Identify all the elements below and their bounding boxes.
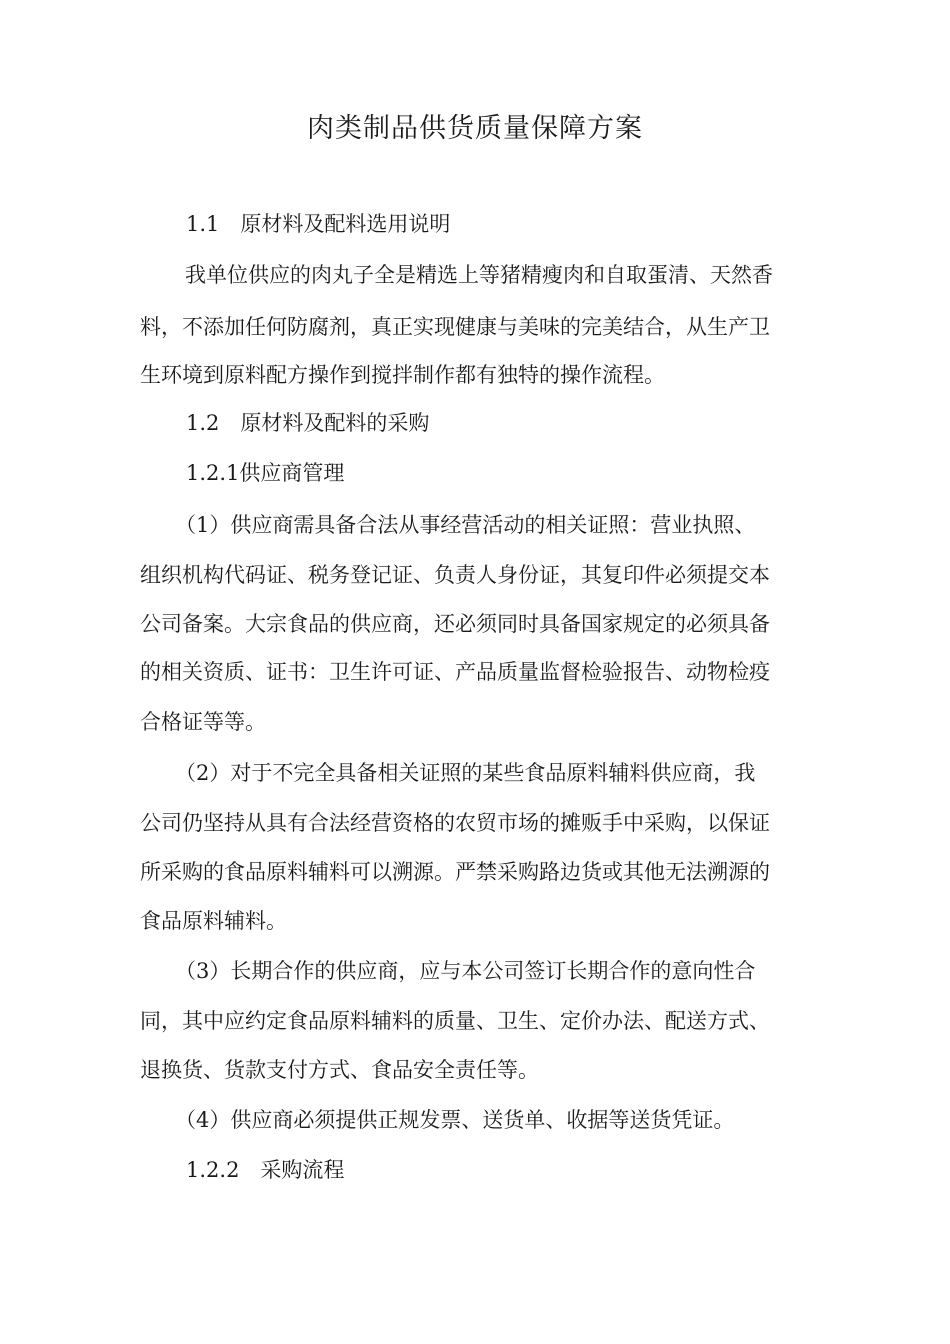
section-heading-1-1: 1.1 原材料及配料选用说明 (186, 212, 451, 236)
paragraph-line: 食品原料辅料。 (140, 909, 287, 933)
paragraph-line: 退换货、货款支付方式、食品安全责任等。 (140, 1058, 539, 1082)
paragraph-line: （4）供应商必须提供正规发票、送货单、收据等送货凭证。 (175, 1108, 735, 1132)
paragraph-line: 料，不添加任何防腐剂，真正实现健康与美味的完美结合，从生产卫 (140, 315, 770, 339)
subsection-heading-1-2-2: 1.2.2 采购流程 (186, 1158, 345, 1182)
section-heading-1-2: 1.2 原材料及配料的采购 (186, 411, 430, 435)
paragraph-line: （3）长期合作的供应商，应与本公司签订长期合作的意向性合 (175, 959, 756, 983)
paragraph-line: 所采购的食品原料辅料可以溯源。严禁采购路边货或其他无法溯源的 (140, 860, 770, 884)
paragraph-line: 公司备案。大宗食品的供应商，还必须同时具备国家规定的必须具备 (140, 612, 770, 636)
paragraph-line: （1）供应商需具备合法从事经营活动的相关证照：营业执照、 (175, 513, 756, 537)
paragraph-line: 公司仍坚持从具有合法经营资格的农贸市场的摊贩手中采购，以保证 (140, 811, 770, 835)
paragraph-line: 的相关资质、证书：卫生许可证、产品质量监督检验报告、动物检疫 (140, 660, 770, 684)
subsection-heading-1-2-1: 1.2.1供应商管理 (186, 461, 345, 485)
paragraph-line: （2）对于不完全具备相关证照的某些食品原料辅料供应商，我 (175, 761, 756, 785)
paragraph-line: 合格证等等。 (140, 710, 266, 734)
paragraph-line: 组织机构代码证、税务登记证、负责人身份证，其复印件必须提交本 (140, 563, 770, 587)
document-title: 肉类制品供货质量保障方案 (307, 113, 643, 144)
paragraph-line: 生环境到原料配方操作到搅拌制作都有独特的操作流程。 (140, 363, 665, 387)
paragraph-line: 同，其中应约定食品原料辅料的质量、卫生、定价办法、配送方式、 (140, 1009, 770, 1033)
paragraph-line: 我单位供应的肉丸子全是精选上等猪精瘦肉和自取蛋清、天然香 (185, 263, 773, 287)
